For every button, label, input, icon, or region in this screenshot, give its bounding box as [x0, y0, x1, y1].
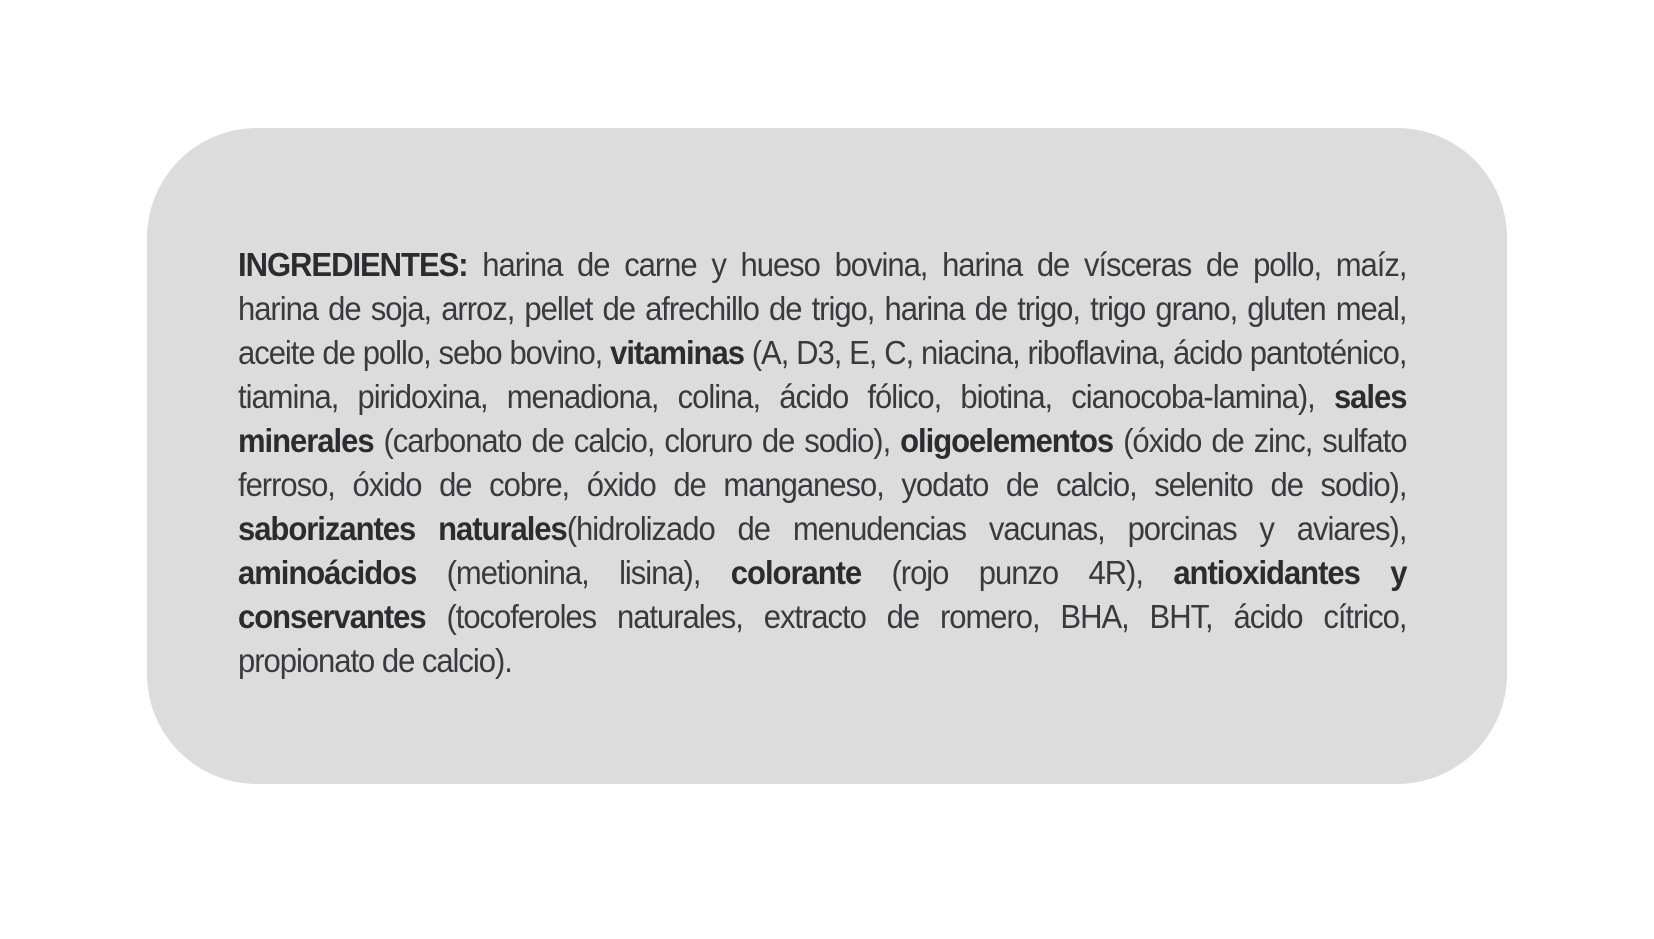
ingredients-heading: INGREDIENTES:	[238, 246, 468, 283]
ingredient-group: colorante	[730, 554, 862, 591]
ingredient-segment: (carbonato de calcio, cloruro de sodio),	[373, 422, 901, 459]
ingredient-segment: (rojo punzo 4R),	[861, 554, 1174, 591]
ingredient-segment: harina de carne y hueso bovina, harina de vísceras de pollo, maíz, harina de soja, arroz, pellet de afrechillo de trigo, harina de trigo, trigo grano, gluten meal, aceite de pollo, sebo bovino,	[238, 246, 1407, 371]
ingredient-group: sales minerales	[238, 378, 1407, 459]
ingredient-segment: (óxido de zinc, sulfato ferroso, óxido de cobre, óxido de manganeso, yodato de calcio, selenito de sodio),	[238, 422, 1407, 503]
ingredient-group: antioxidantes y conservantes	[238, 554, 1407, 635]
ingredient-segment: (metionina, lisina),	[416, 554, 731, 591]
ingredient-group: saborizantes naturales	[238, 510, 567, 547]
ingredient-group: oligoelementos	[900, 422, 1114, 459]
ingredient-group: aminoácidos	[238, 554, 417, 591]
ingredient-segment: (tocoferoles naturales, extracto de romero, BHA, BHT, ácido cítrico, propionato de calcio).	[238, 598, 1407, 679]
ingredient-segment: (A, D3, E, C, niacina, riboflavina, ácido pantoténico, tiamina, piridoxina, menadiona, colina, ácido fólico, biotina, cianocoba-lamina),	[238, 334, 1407, 415]
ingredient-group: vitaminas	[610, 334, 744, 371]
ingredients-text	[238, 243, 1406, 683]
ingredient-segment: (hidrolizado de menudencias vacunas, porcinas y aviares),	[566, 510, 1407, 547]
